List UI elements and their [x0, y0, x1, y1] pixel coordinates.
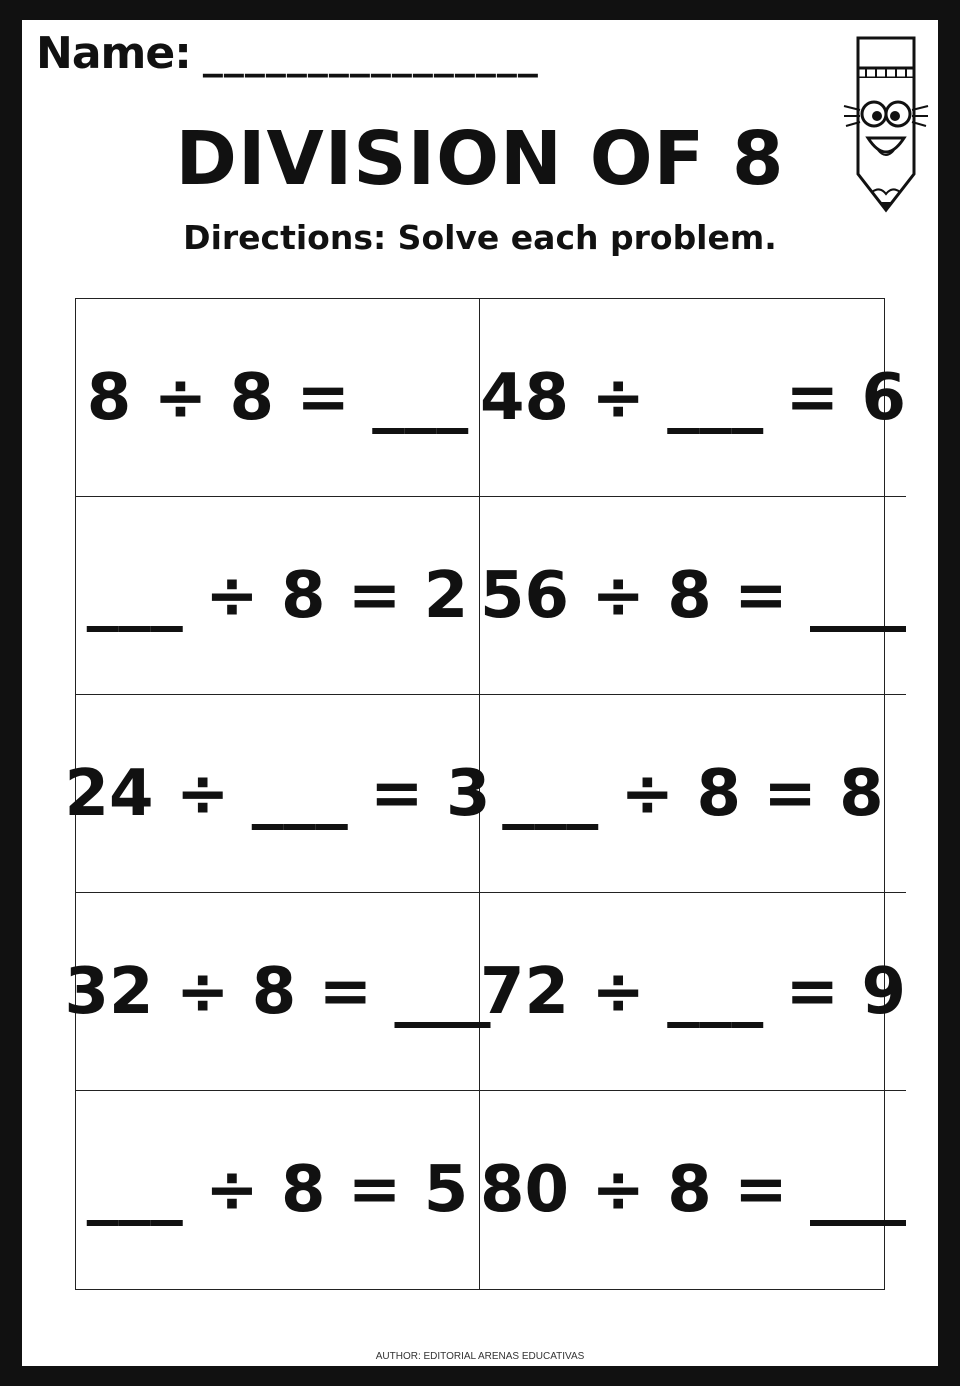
- directions-text: Directions: Solve each problem.: [183, 218, 777, 257]
- problem-cell[interactable]: 56 ÷ 8 = ___: [480, 497, 906, 695]
- problem-cell[interactable]: ___ ÷ 8 = 8: [480, 695, 906, 893]
- problem-cell[interactable]: ___ ÷ 8 = 5: [76, 1091, 480, 1289]
- problem-cell[interactable]: 24 ÷ ___ = 3: [76, 695, 480, 893]
- problem-cell[interactable]: 8 ÷ 8 = ___: [76, 299, 480, 497]
- author-credit: AUTHOR: EDITORIAL ARENAS EDUCATIVAS: [375, 1351, 585, 1362]
- name-label: Name:: [36, 28, 191, 79]
- problem-cell[interactable]: ___ ÷ 8 = 2: [76, 497, 480, 695]
- name-row: [36, 28, 539, 79]
- worksheet-sheet: [22, 20, 938, 1366]
- name-blank: ________________: [202, 32, 539, 78]
- problem-cell[interactable]: 32 ÷ 8 = ___: [76, 893, 480, 1091]
- worksheet-title: DIVISION OF 8: [175, 116, 785, 202]
- problem-grid: [64, 298, 906, 1290]
- problem-cell[interactable]: 48 ÷ ___ = 6: [480, 299, 906, 497]
- problem-cell[interactable]: 80 ÷ 8 = ___: [480, 1153, 906, 1227]
- problem-cell[interactable]: 72 ÷ ___ = 9: [480, 893, 906, 1091]
